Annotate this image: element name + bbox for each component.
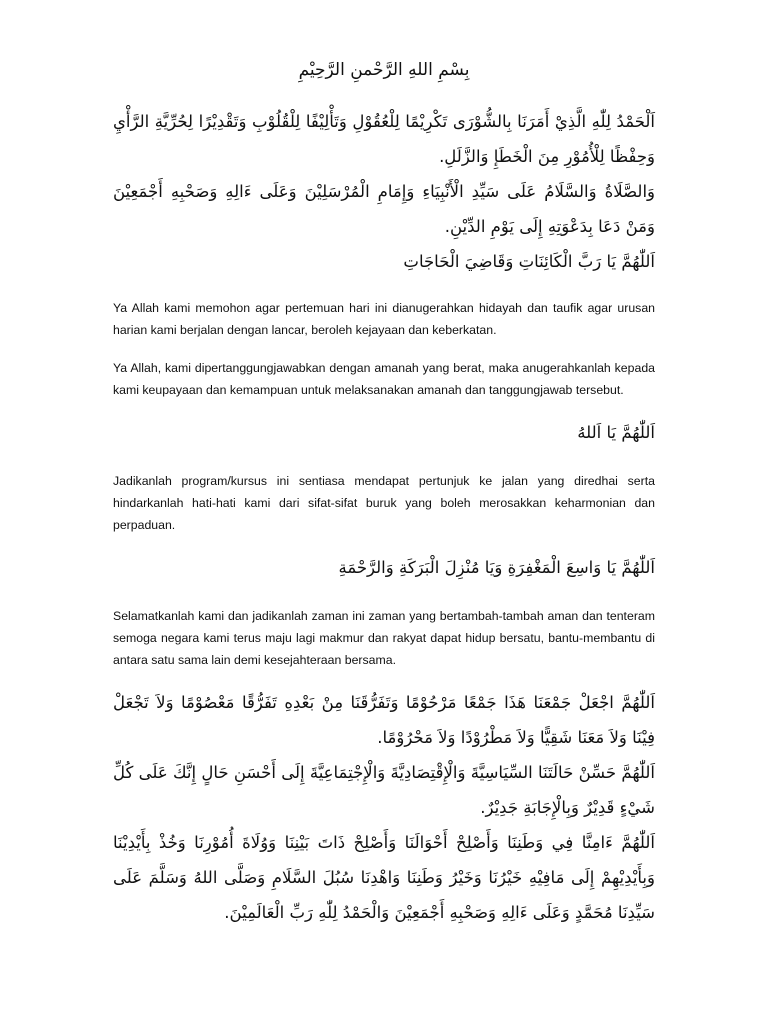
arabic-hassin-paragraph: اَللّٰهُمَّ حَسِّنْ حَالَتَنَا السِّيَاسِيَّةَ وَالْإِقْتِصَادِيَّةَ وَالْإِجْتِمَاعِيَّةَ إِلَى أَحْسَنِ حَالٍ إِنَّكَ عَلَى كُلِّ شَيْءٍ قَدِيْرٌ وَبِالْإِجَابَةِ جَدِيْرٌ. [113,763,655,817]
basmalah-heading: بِسْمِ اللهِ الرَّحْمنِ الرَّحِيْمِ [298,60,470,80]
arabic-jamaah-paragraph: اَللّٰهُمَّ اجْعَلْ جَمْعَنَا هَذَا جَمْعًا مَرْحُوْمًا وَتَفَرُّقَنَا مِنْ بَعْدِهِ تَفَرُّقًا مَعْصُوْمًا وَلاَ تَجْعَلْ فِيْنَا وَلاَ مَعَنَا شَقِيًّا وَلاَ مَطْرُوْدًا وَلاَ مَحْرُوْمًا. [113,693,655,747]
malay-paragraph-kesejahteraan: Selamatkanlah kami dan jadikanlah zaman ini zaman yang bertambah-tambah aman dan tenteram semoga negara kami terus maju lagi makmur dan rakyat dapat hidup bersatu, bantu-membantu di antara satu sama lain demi kesejahteraan bersama. [113,609,655,667]
arabic-maghfirah-line: اَللّٰهُمَّ يَا وَاسِعَ الْمَغْفِرَةِ وَيَا مُنْزِلَ الْبَرَكَةِ وَالرَّحْمَةِ [338,558,655,577]
malay-paragraph-amanah: Ya Allah, kami dipertanggungjawabkan dengan amanah yang berat, maka anugerahkanlah kepada kami keupayaan dan kemampuan untuk melaksanakan amanah dan tanggungjawab tersebut. [113,361,655,397]
arabic-salawat-paragraph: وَالصَّلَاةُ وَالسَّلَامُ عَلَى سَيِّدِ الْأَنْبِيَاءِ وَإِمَامِ الْمُرْسَلِيْنَ وَعَلَى ءَالِهِ وَصَحْبِهِ أَجْمَعِيْنَ وَمَنْ دَعَا بِدَعْوَتِهِ إِلَى يَوْمِ الدِّيْنِ. [113,182,655,236]
malay-paragraph-hidayah: Ya Allah kami memohon agar pertemuan hari ini dianugerahkan hidayah dan taufik agar urusan harian kami berjalan dengan lancar, beroleh kejayaan dan keberkatan. [113,301,655,337]
doa-text-body [113,56,655,930]
arabic-hamd-paragraph: اَلْحَمْدُ لِلّٰهِ الَّذِيْ أَمَرَنَا بِالشُّوْرَى تَكْرِيْمًا لِلْعُقُوْلِ وَتَأْلِيْفًا لِلْقُلُوْبِ وَتَقْدِيْرًا لِحُرِّيَّةِ الرَّأْيِ وَحِفْظًا لِلْأُمُوْرِ مِنَ الْخَطَإِ وَالزَّلَلِ. [113,112,655,166]
malay-paragraph-perpaduan: Jadikanlah program/kursus ini sentiasa mendapat pertunjuk ke jalan yang diredhai serta hindarkanlah hati-hati kami dari sifat-sifat buruk yang boleh merosakkan keharmonian dan perpaduan. [113,474,655,532]
arabic-ya-allah-line: اَللّٰهُمَّ يَا اَللهُ [577,423,655,442]
arabic-closing-paragraph: اَللّٰهُمَّ ءَامِنَّا فِي وَطَنِنَا وَأَصْلِحْ أَحْوَالَنَا وَأَصْلِحْ ذَاتَ بَيْنِنَا وَوُلَاةَ أُمُوْرِنَا وَخُذْ بِأَيْدِيْنَا وَبِأَيْدِيْهِمْ إِلَى مَافِيْهِ خَيْرُنَا وَخَيْرُ وَطَنِنَا وَاهْدِنَا سُبُلَ السَّلَامِ وَصَلَّى اللهُ وَسَلَّمَ عَلَى سَيِّدِنَا مُحَمَّدٍ وَعَلَى ءَالِهِ وَصَحْبِهِ أَجْمَعِيْنَ وَالْحَمْدُ لِلّٰهِ رَبِّ الْعَالَمِيْنَ. [113,833,655,922]
arabic-opening-call: اَللّٰهُمَّ يَا رَبَّ الْكَائِنَاتِ وَقَاضِيَ الْحَاجَاتِ [403,252,655,271]
